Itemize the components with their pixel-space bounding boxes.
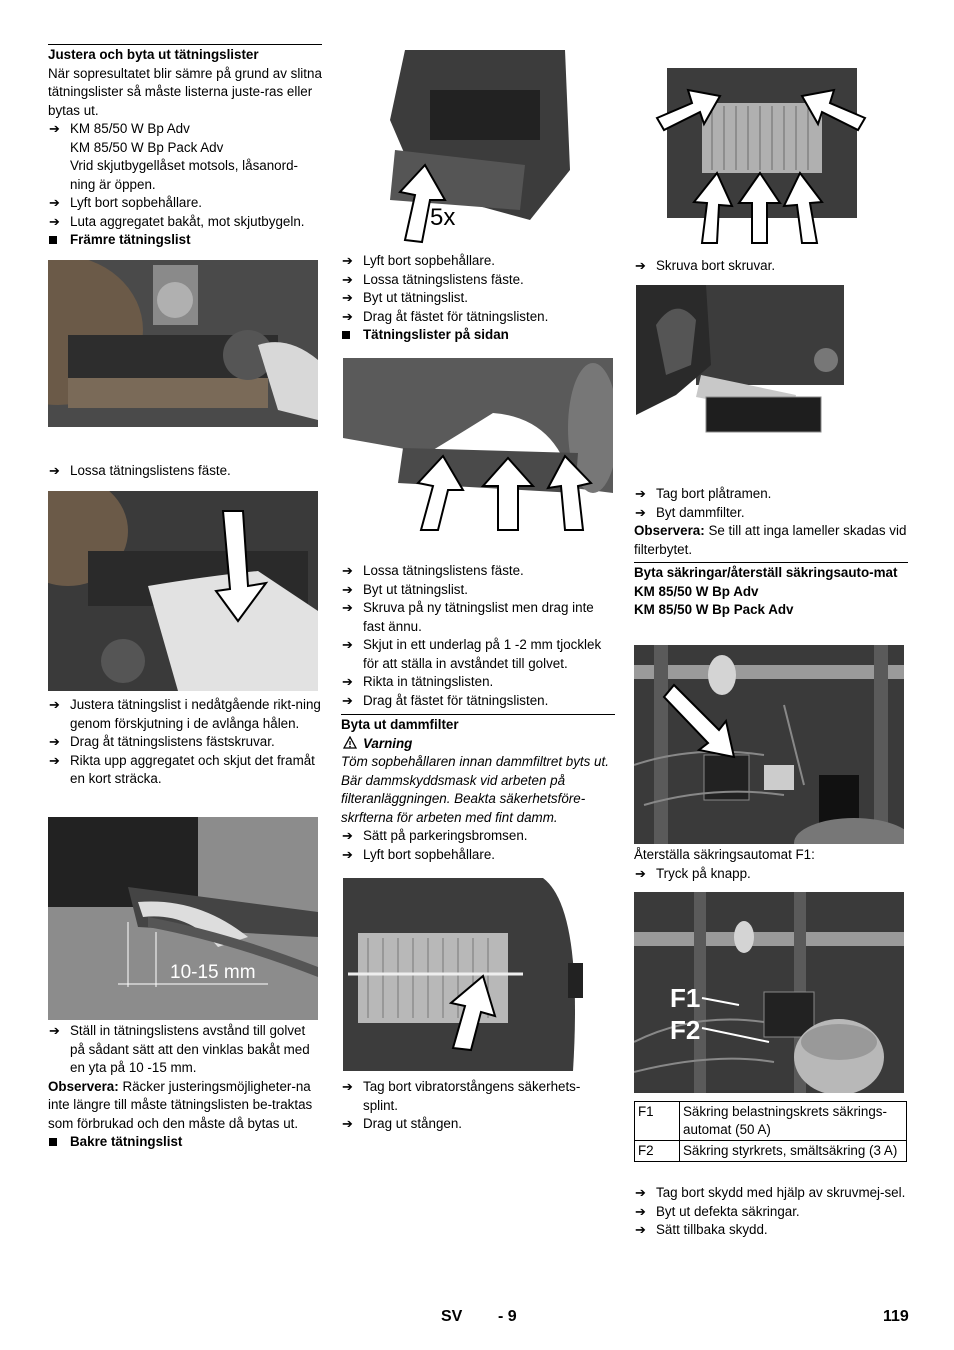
- arrow-right-icon: ➔: [49, 463, 60, 478]
- step-push-forward: ➔ Rikta upp aggregatet och skjut det framåt en kort sträcka.: [49, 752, 315, 786]
- step-adjust-seal: ➔ Justera tätningslist i nedåtgående rikt-ning genom förskjutning i de avlånga hålen.: [49, 697, 321, 731]
- arrow-right-icon: ➔: [49, 195, 60, 210]
- photo-adjust-seal: [48, 491, 318, 691]
- footer-page-number: 119: [883, 1308, 909, 1325]
- photo-filter-rod-illustration: [343, 878, 588, 1071]
- arrow-right-icon: ➔: [342, 271, 353, 287]
- photo-replace-filter-illustration: [636, 285, 844, 439]
- step-tighten-side: ➔ Drag åt fästet för tätningslisten.: [341, 692, 615, 711]
- column-1: [48, 44, 322, 250]
- fuse-desc-cell: Säkring styrkrets, smältsäkring (3 A): [680, 1141, 907, 1162]
- step-replace-seal-2: ➔ Byt ut tätningslist.: [341, 289, 615, 308]
- column-3c: [634, 846, 908, 883]
- photo-fuses-f1-f2: [634, 892, 904, 1093]
- arrow-right-icon: ➔: [342, 674, 353, 689]
- step-model-2: KM 85/50 W Bp Pack Adv: [70, 139, 224, 155]
- column-1c: [48, 696, 322, 789]
- column-3b: [634, 485, 908, 620]
- step-model-1: ➔ KM 85/50 W Bp Adv: [48, 120, 322, 139]
- arrow-right-icon: ➔: [49, 752, 60, 768]
- arrow-right-icon: ➔: [635, 865, 646, 881]
- square-bullet-icon: [49, 1138, 57, 1146]
- photo-seal-distance: [48, 817, 318, 1020]
- photo-filter-screws: [652, 68, 870, 246]
- fuse-id-cell: F1: [635, 1102, 680, 1141]
- photo-replace-filter: [636, 285, 844, 439]
- step-remove-screws: ➔ Skruva bort skruvar.: [634, 257, 908, 276]
- step-tilt-unit: ➔ Luta aggregatet bakåt, mot skjutbygeln.: [48, 213, 322, 232]
- section-heading-dust-filter: Byta ut dammfilter: [341, 714, 615, 735]
- column-1b: [48, 462, 322, 481]
- arrow-right-icon: ➔: [342, 637, 353, 652]
- step-lift-container-2: ➔ Lyft bort sopbehållare.: [341, 252, 615, 271]
- arrow-right-icon: ➔: [342, 563, 353, 578]
- footer-local-page: - 9: [498, 1308, 517, 1325]
- photo-rear-seal-illustration: [390, 50, 575, 245]
- column-2c: [341, 1078, 615, 1134]
- square-bullet-icon: [49, 236, 57, 244]
- section-heading-seals: Justera och byta ut tätningslister: [48, 44, 322, 65]
- arrow-right-icon: ➔: [49, 121, 60, 136]
- arrow-right-icon: ➔: [49, 213, 60, 229]
- step-pull-rod: ➔ Drag ut stången.: [341, 1115, 615, 1134]
- arrow-right-icon: ➔: [342, 692, 353, 708]
- photo-circuit-breaker: [634, 645, 904, 844]
- subheading-rear-seal: Bakre tätningslist: [48, 1133, 322, 1152]
- photo-front-seal-brush: [48, 260, 318, 427]
- subheading-front-seal: Främre tätningslist: [48, 231, 322, 250]
- arrow-right-icon: ➔: [635, 504, 646, 520]
- arrow-right-icon: ➔: [635, 258, 646, 273]
- step-lift-container: ➔ Lyft bort sopbehållare.: [48, 194, 322, 213]
- arrow-right-icon: ➔: [342, 1116, 353, 1131]
- photo-seal-distance-illustration: [48, 817, 318, 1020]
- subheading-side-seals: Tätningslister på sidan: [341, 326, 615, 345]
- step-loosen-side: ➔ Lossa tätningslistens fäste.: [341, 562, 615, 581]
- reset-instruction: Återställa säkringsautomat F1:: [634, 847, 815, 862]
- arrow-right-icon: ➔: [342, 253, 353, 268]
- step-refit-cover: ➔ Sätt tillbaka skydd.: [634, 1221, 908, 1240]
- step-replace-side: ➔ Byt ut tätningslist.: [341, 581, 615, 600]
- step-set-distance: ➔ Ställ in tätningslistens avstånd till golvet på sådant sätt att den vinklas bakåt med en yta på 10 -15 mm.: [49, 1023, 310, 1075]
- step-tighten-2: ➔ Drag åt fästet för tätningslisten.: [341, 308, 615, 327]
- step-replace-filter: ➔ Byt dammfilter.: [634, 504, 908, 523]
- arrow-right-icon: ➔: [635, 1203, 646, 1219]
- fuse-f1-label: F1: [670, 983, 701, 1013]
- step-loosen-fastener: ➔ Lossa tätningslistens fäste.: [48, 462, 322, 481]
- photo-side-seals: [343, 358, 613, 531]
- column-1d: [48, 1022, 322, 1152]
- square-bullet-icon: [342, 331, 350, 339]
- photo-adjust-seal-illustration: [48, 491, 318, 691]
- column-2a: [341, 252, 615, 345]
- step-lift-container-3: ➔ Lyft bort sopbehållare.: [341, 846, 615, 865]
- column-3d: [634, 1184, 908, 1240]
- arrow-right-icon: ➔: [342, 828, 353, 843]
- photo-rear-seal-5x: [390, 50, 575, 245]
- arrow-right-icon: ➔: [635, 1185, 646, 1200]
- photo-side-seals-illustration: [343, 358, 613, 531]
- step-tighten-screws: ➔ Drag åt tätningslistens fästskruvar.: [48, 733, 322, 752]
- arrow-right-icon: ➔: [635, 1222, 646, 1237]
- step-press-button: ➔ Tryck på knapp.: [634, 865, 908, 884]
- step-screw-on-side: ➔ Skruva på ny tätningslist men drag inte fast ännu.: [342, 600, 594, 634]
- step-loosen-fastener-2: ➔ Lossa tätningslistens fäste.: [341, 271, 615, 290]
- arrow-right-icon: ➔: [49, 734, 60, 749]
- arrow-right-icon: ➔: [635, 486, 646, 501]
- intro-text: När sopresultatet blir sämre på grund av slitna tätningslister så måste listerna juste-ras eller bytas ut.: [48, 65, 322, 118]
- column-2b: [341, 562, 615, 864]
- arrow-right-icon: ➔: [342, 600, 353, 615]
- fuse-desc-cell: Säkring belastningskrets säkrings-automat (50 A): [680, 1102, 907, 1141]
- step-remove-cover: ➔ Tag bort skydd med hjälp av skruvmej-sel.: [634, 1184, 908, 1203]
- arrow-right-icon: ➔: [342, 581, 353, 597]
- photo-filter-rod: [343, 878, 588, 1071]
- warning-text: Töm sopbehållaren innan dammfiltret byts ut. Bär dammskyddsmask vid arbeten på filteranläggningen. Beakta säkerhetsföre-skrfterna för arbeten med fint damm.: [341, 754, 609, 825]
- footer-language: SV: [441, 1308, 463, 1325]
- fuse-id-cell: F2: [635, 1141, 680, 1162]
- step-remove-pin: ➔ Tag bort vibratorstångens säkerhets-splint.: [342, 1079, 581, 1113]
- measurement-label: 10-15 mm: [170, 962, 256, 983]
- column-3a: [634, 257, 908, 276]
- arrow-right-icon: ➔: [49, 1023, 60, 1038]
- step-parking-brake: ➔ Sätt på parkeringsbromsen.: [341, 827, 615, 846]
- photo-front-seal-illustration: [48, 260, 318, 427]
- step-turn-lock: Vrid skjutbygellåset motsols, låsanord-ning är öppen.: [70, 158, 298, 192]
- arrow-right-icon: ➔: [342, 290, 353, 305]
- model-label-1: KM 85/50 W Bp Adv: [634, 583, 759, 599]
- note-seals: Observera: Räcker justeringsmöjligheter-na inte längre till måste tätningslisten be-traktas som förbrukad och den måste då bytas ut.: [48, 1078, 313, 1131]
- warning-title: Varning: [341, 735, 615, 754]
- arrow-right-icon: ➔: [342, 308, 353, 324]
- photo-circuit-breaker-illustration: [634, 645, 904, 844]
- model-label-2: KM 85/50 W Bp Pack Adv: [634, 602, 794, 617]
- note-filter: Observera: Se till att inga lameller skadas vid filterbytet.: [634, 523, 907, 557]
- step-remove-frame: ➔ Tag bort plåtramen.: [634, 485, 908, 504]
- fuse-table: [634, 1101, 907, 1162]
- arrow-right-icon: ➔: [342, 846, 353, 862]
- step-replace-fuses: ➔ Byt ut defekta säkringar.: [634, 1203, 908, 1222]
- step-insert-shim: ➔ Skjut in ett underlag på 1 -2 mm tjocklek för att ställa in avståndet till golvet.: [342, 637, 602, 671]
- arrow-right-icon: ➔: [49, 697, 60, 712]
- arrow-right-icon: ➔: [342, 1079, 353, 1094]
- step-align-side: ➔ Rikta in tätningslisten.: [341, 673, 615, 692]
- warning-triangle-icon: [343, 736, 357, 755]
- table-row: [635, 1102, 907, 1141]
- repeat-count-label: 5x: [430, 204, 456, 231]
- fuse-f2-label: F2: [670, 1015, 701, 1045]
- table-row: [635, 1141, 907, 1162]
- section-heading-fuses: Byta säkringar/återställ säkringsauto-mat: [634, 562, 908, 583]
- photo-fuses-illustration: [634, 892, 904, 1093]
- photo-filter-screws-illustration: [652, 68, 870, 246]
